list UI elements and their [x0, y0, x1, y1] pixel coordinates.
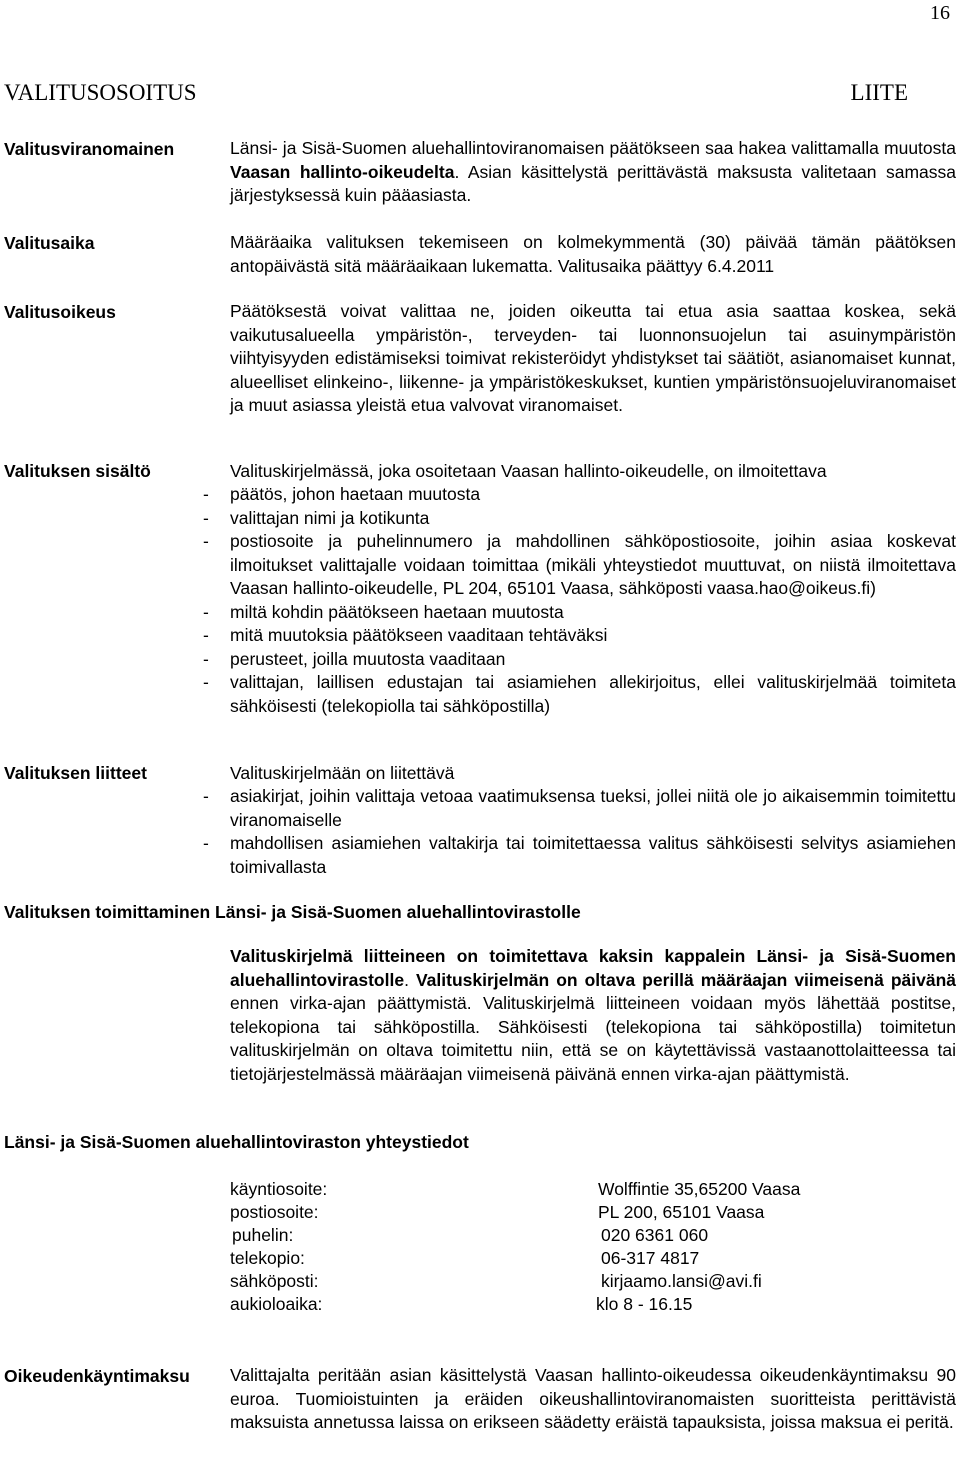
section-intro-sisalto	[230, 460, 956, 484]
section-label-oikeudenkayntimaksu: Oikeudenkäyntimaksu	[4, 1366, 190, 1386]
list-item: - miltä kohdin päätökseen haetaan muutosta	[203, 601, 564, 622]
list-item: - valittajan, laillisen edustajan tai asiamiehen allekirjoitus, ellei valituskirjelmää toimiteta sähköisesti (telekopiolla tai sähköpostilla)	[203, 672, 956, 716]
section-text-valitusaika	[230, 231, 956, 278]
section-heading-toimittaminen: Valituksen toimittaminen Länsi- ja Sisä-Suomen aluehallintovirastolle	[4, 902, 581, 922]
paragraph: Valituskirjelmässä, joka osoitetaan Vaasan hallinto-oikeudelle, on ilmoitettava	[230, 461, 827, 481]
bold-text: Valituskirjelmä liitteineen on toimitettava kaksin kappalein Länsi- ja Sisä-Suomen aluehallintovirastolle	[230, 946, 956, 990]
text-part: . Asian käsittelystä perittävästä maksusta valitetaan samassa järjestyksessä kuin pääasiasta.	[230, 161, 956, 205]
bold-text: Valituskirjelmän on oltava perillä määräajan viimeisenä päivänä	[415, 969, 956, 990]
paragraph: Päätöksestä voivat valittaa ne, joiden oikeutta tai etua asia saattaa koskea, sekä vaikutusalueella ympäristön-, terveyden- tai luonnonsuojelun tai asuinympäristön viihtyisyyden edistämiseksi toimivat rekisteröidyt yhdistykset tai säätiöt, asianomaiset kunnat, alueelliset elinkeino-, liikenne- ja ympäristökeskukset, kuntien ympäristönsuojeluviranomaiset ja muut asiassa yleistä etua valvovat viranomaiset.	[230, 301, 956, 415]
paragraph: Valittajalta peritään asian käsittelystä Vaasan hallinto-oikeudessa oikeudenkäyntimaksu 90 euroa. Tuomioistuinten ja eräiden oikeushallintoviranomaisten suoritteista perittävistä maksuista annetussa laissa on erikseen säädetty eräistä tapauksista, joissa maksua ei peritä.	[230, 1365, 956, 1432]
contact-row: aukioloaika: klo 8 - 16.15	[230, 1294, 693, 1315]
section-text-valitusoikeus	[230, 300, 956, 418]
page-title: VALITUSOSOITUS	[4, 80, 197, 105]
list-item: - asiakirjat, joihin valittaja vetoaa vaatimuksensa tueksi, jollei niitä ole jo aikaisemmin toimitettu viranomaiselle	[203, 786, 956, 830]
text-part: Länsi- ja Sisä-Suomen aluehallintoviranomaisen päätökseen saa hakea valittamalla muutosta	[230, 138, 956, 158]
section-text-oikeudenkayntimaksu	[230, 1364, 956, 1435]
appendix-label: LIITE	[850, 80, 908, 105]
text-part: ennen virka-ajan päättymistä. Valituskirjelmä liitteineen voidaan myös lähettää postitse, telekopiona tai sähköpostilla. Sähköisesti (telekopiona tai sähköpostilla) toimitetun valituskirjelmän on oltava toimitettu niin, että se on käytettävissä vastaanottolaitteessa tai tietojärjestelmässä määräajan viimeisenä päivänä ennen virka-ajan päättymistä.	[230, 993, 956, 1084]
contact-row: sähköposti: kirjaamo.lansi@avi.fi	[230, 1271, 762, 1292]
contact-table	[230, 1178, 930, 1317]
contact-row: käyntiosoite: Wolffintie 35,65200 Vaasa	[230, 1179, 801, 1199]
contact-row: postiosoite: PL 200, 65101 Vaasa	[230, 1202, 765, 1223]
list-item: - mahdollisen asiamiehen valtakirja tai toimitettaessa valitus sähköisesti selvitys asiamiehen toimivallasta	[203, 833, 956, 877]
page-number: 16	[930, 2, 950, 24]
list-liitteet	[203, 785, 956, 879]
section-label-valitusviranomainen: Valitusviranomainen	[4, 139, 175, 159]
section-label-sisalto: Valituksen sisältö	[4, 461, 151, 481]
list-item: - valittajan nimi ja kotikunta	[203, 507, 430, 528]
list-item: - mitä muutoksia päätökseen vaaditaan tehtäväksi	[203, 625, 608, 645]
section-text-toimittaminen: Valituskirjelmä liitteineen on toimitettava kaksin kappalein Länsi- ja Sisä-Suomen aluehallintovirastolle. Valituskirjelmän on oltava perillä määräajan viimeisenä päivänä ennen virka-ajan päättymistä. Valituskirjelmä liitteineen voidaan myös lähettää postitse, telekopiona tai sähköpostilla. Sähköisesti (telekopiona tai sähköpostilla) toimitetun valituskirjelmän on oltava toimitettu niin, että se on käytettävissä vastaanottolaitteessa tai tietojärjestelmässä määräajan viimeisenä päivänä ennen virka-ajan päättymistä.	[230, 946, 956, 1084]
court-name: Vaasan hallinto-oikeudelta	[230, 161, 455, 182]
list-item: - postiosoite ja puhelinnumero ja mahdollinen sähköpostiosoite, joihin asiaa koskevat ilmoitukset valittajalle voidaan toimittaa (mikäli yhteystiedot muuttuvat, on niistä ilmoitettava Vaasan hallinto-oikeudelle, PL 204, 65101 Vaasa, sähköposti vaasa.hao@oikeus.fi)	[203, 531, 956, 598]
list-item: - perusteet, joilla muutosta vaaditaan	[203, 648, 506, 669]
paragraph: Määräaika valituksen tekemiseen on kolmekymmentä (30) päivää tämän päätöksen antopäivästä sitä määräaikaan lukematta. Valitusaika päättyy 6.4.2011	[230, 232, 956, 276]
section-label-liitteet: Valituksen liitteet	[4, 763, 147, 783]
section-label-valitusoikeus: Valitusoikeus	[4, 302, 116, 322]
list-sisalto	[203, 483, 956, 718]
section-label-valitusaika: Valitusaika	[4, 233, 95, 253]
contact-row: telekopio: 06-317 4817	[230, 1248, 700, 1269]
section-heading-yhteystiedot: Länsi- ja Sisä-Suomen aluehallintoviraston yhteystiedot	[4, 1132, 469, 1152]
list-item: - päätös, johon haetaan muutosta	[203, 484, 481, 504]
section-intro-liitteet	[230, 762, 956, 786]
contact-row: puhelin: 020 6361 060	[232, 1225, 709, 1246]
section-text-valitusviranomainen	[230, 137, 956, 208]
paragraph: Valituskirjelmään on liitettävä	[230, 763, 455, 783]
